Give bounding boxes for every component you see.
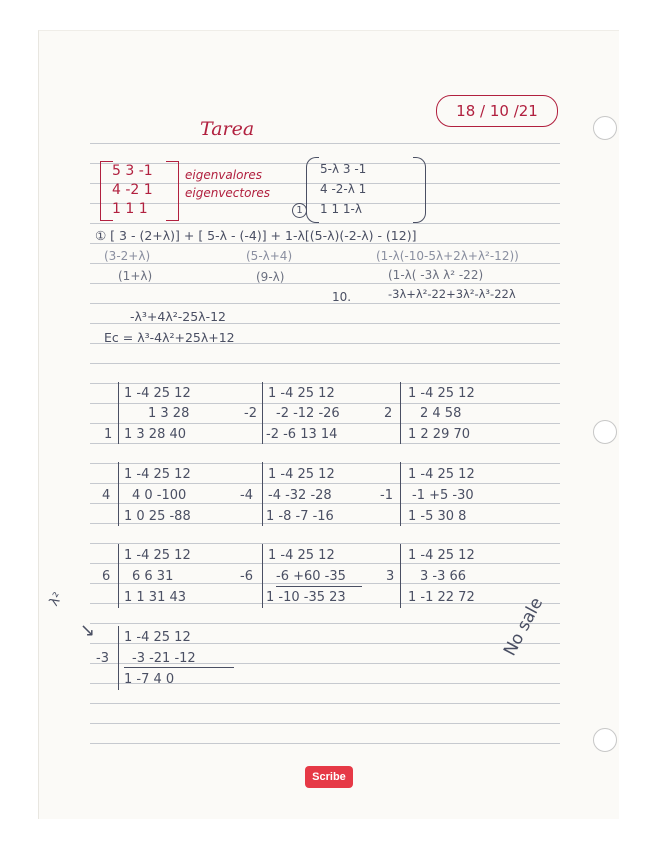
expansion-line: -3λ+λ²-22+3λ²-λ³-22λ (388, 287, 516, 301)
ruled-line (90, 723, 560, 724)
division-row: 1 -1 22 72 (408, 590, 475, 605)
expansion-line: 10. (332, 290, 352, 304)
expansion-line: (9-λ) (256, 270, 285, 284)
det-row: 1 1 1-λ (320, 202, 362, 216)
matrix-row: 4 -2 1 (112, 182, 153, 198)
expansion-line: (3-2+λ) (104, 249, 151, 263)
division-row: 1 1 31 43 (124, 590, 187, 605)
division-row: 1 -4 25 12 (124, 630, 191, 645)
det-row: 4 -2-λ 1 (320, 182, 367, 196)
expansion-line: ① [ 3 - (2+λ)] + [ 5-λ - (-4)] + 1-λ[(5-λ)(-2-λ) - (12)] (95, 228, 417, 243)
eigenvalores-label: eigenvalores (185, 168, 263, 182)
det-right-bracket (413, 157, 426, 223)
expansion-line: (1-λ(-10-5λ+2λ+λ²-12)) (376, 249, 519, 263)
division-bar (118, 462, 119, 526)
division-root: -3 (96, 651, 109, 666)
notebook-page (38, 30, 619, 819)
arrow-icon: ↘ (80, 620, 96, 641)
division-bar (118, 626, 119, 690)
ruled-line (90, 503, 560, 504)
ruled-line (90, 423, 560, 424)
division-row: 1 -4 25 12 (408, 386, 475, 401)
matrix-row: 5 3 -1 (112, 163, 153, 179)
characteristic-equation: Ec = λ³-4λ²+25λ+12 (104, 330, 235, 345)
division-row: 1 -4 25 12 (124, 548, 191, 563)
ruled-line (90, 403, 560, 404)
ruled-line (90, 623, 560, 624)
division-row: 1 -4 25 12 (124, 386, 191, 401)
ruled-line (90, 703, 560, 704)
date-badge: 18 / 10 /21 (436, 95, 558, 127)
division-bar (118, 544, 119, 608)
division-root: -4 (240, 488, 253, 503)
division-root: 1 (104, 427, 113, 442)
binder-hole (593, 728, 617, 752)
ruled-line (90, 363, 560, 364)
division-root: -6 (240, 569, 253, 584)
division-row: -6 +60 -35 (276, 569, 346, 584)
ruled-line (90, 463, 560, 464)
division-bar (400, 544, 401, 608)
division-row: -2 -6 13 14 (266, 427, 338, 442)
circled-number: 1 (292, 203, 307, 218)
division-row: -3 -21 -12 (132, 651, 196, 666)
bleed-through (460, 125, 464, 140)
division-row: 1 -5 30 8 (408, 509, 467, 524)
ruled-line (90, 483, 560, 484)
matrix-row: 1 1 1 (112, 201, 148, 217)
ruled-line (90, 543, 560, 544)
ruled-line (90, 303, 560, 304)
division-row: 2 4 58 (420, 406, 462, 421)
division-root: -2 (244, 406, 257, 421)
division-row: 1 -4 25 12 (124, 467, 191, 482)
lambda-squared-note: λ² (46, 590, 67, 609)
division-row: 1 2 29 70 (408, 427, 471, 442)
division-bar (262, 462, 263, 526)
page-title: Tarea (200, 118, 255, 140)
division-bar (262, 544, 263, 608)
division-row: 6 6 31 (132, 569, 174, 584)
division-row: 1 -4 25 12 (268, 467, 335, 482)
expansion-line: (5-λ+4) (246, 249, 293, 263)
division-root: 4 (102, 488, 111, 503)
division-row: 3 -3 66 (420, 569, 467, 584)
expansion-line: (1-λ( -3λ λ² -22) (388, 268, 484, 282)
polynomial: -λ³+4λ²-25λ-12 (130, 309, 226, 324)
division-root: 3 (386, 569, 395, 584)
ruled-line (90, 743, 560, 744)
division-row: 1 -4 25 12 (408, 548, 475, 563)
eigenvectores-label: eigenvectores (185, 186, 271, 200)
division-row: 1 -4 25 12 (268, 386, 335, 401)
division-row: -1 +5 -30 (412, 488, 474, 503)
ruled-line (90, 263, 560, 264)
division-bar (400, 382, 401, 444)
ruled-line (90, 383, 560, 384)
division-bar (262, 382, 263, 444)
division-row: 1 -10 -35 23 (266, 590, 346, 605)
det-left-bracket (306, 157, 319, 223)
division-row: 1 0 25 -88 (124, 509, 191, 524)
division-row: 1 3 28 40 (124, 427, 187, 442)
matrix-right-bracket (166, 161, 179, 221)
expansion-line: (1+λ) (118, 269, 153, 283)
ruled-line (90, 283, 560, 284)
binder-hole (593, 116, 617, 140)
ruled-line (90, 143, 560, 144)
division-root: -1 (380, 488, 393, 503)
division-row: -4 -32 -28 (268, 488, 332, 503)
ruled-line (90, 243, 560, 244)
division-row: 4 0 -100 (132, 488, 187, 503)
ruled-line (90, 223, 560, 224)
division-row: 1 -8 -7 -16 (266, 509, 334, 524)
division-row: 1 -4 25 12 (408, 467, 475, 482)
ruled-line (90, 563, 560, 564)
no-sale-watermark: No sale (500, 594, 548, 660)
division-bar (400, 462, 401, 526)
division-underline (124, 667, 234, 668)
binder-hole (593, 420, 617, 444)
division-row: 1 -7 4 0 (124, 672, 175, 687)
division-bar (118, 382, 119, 444)
division-row: -2 -12 -26 (276, 406, 340, 421)
det-row: 5-λ 3 -1 (320, 162, 367, 176)
division-root: 2 (384, 406, 393, 421)
division-row: 1 -4 25 12 (268, 548, 335, 563)
ruled-line (90, 443, 560, 444)
scribe-logo: Scribe (305, 766, 353, 788)
division-root: 6 (102, 569, 111, 584)
division-row: 1 3 28 (148, 406, 190, 421)
division-underline (276, 586, 362, 587)
